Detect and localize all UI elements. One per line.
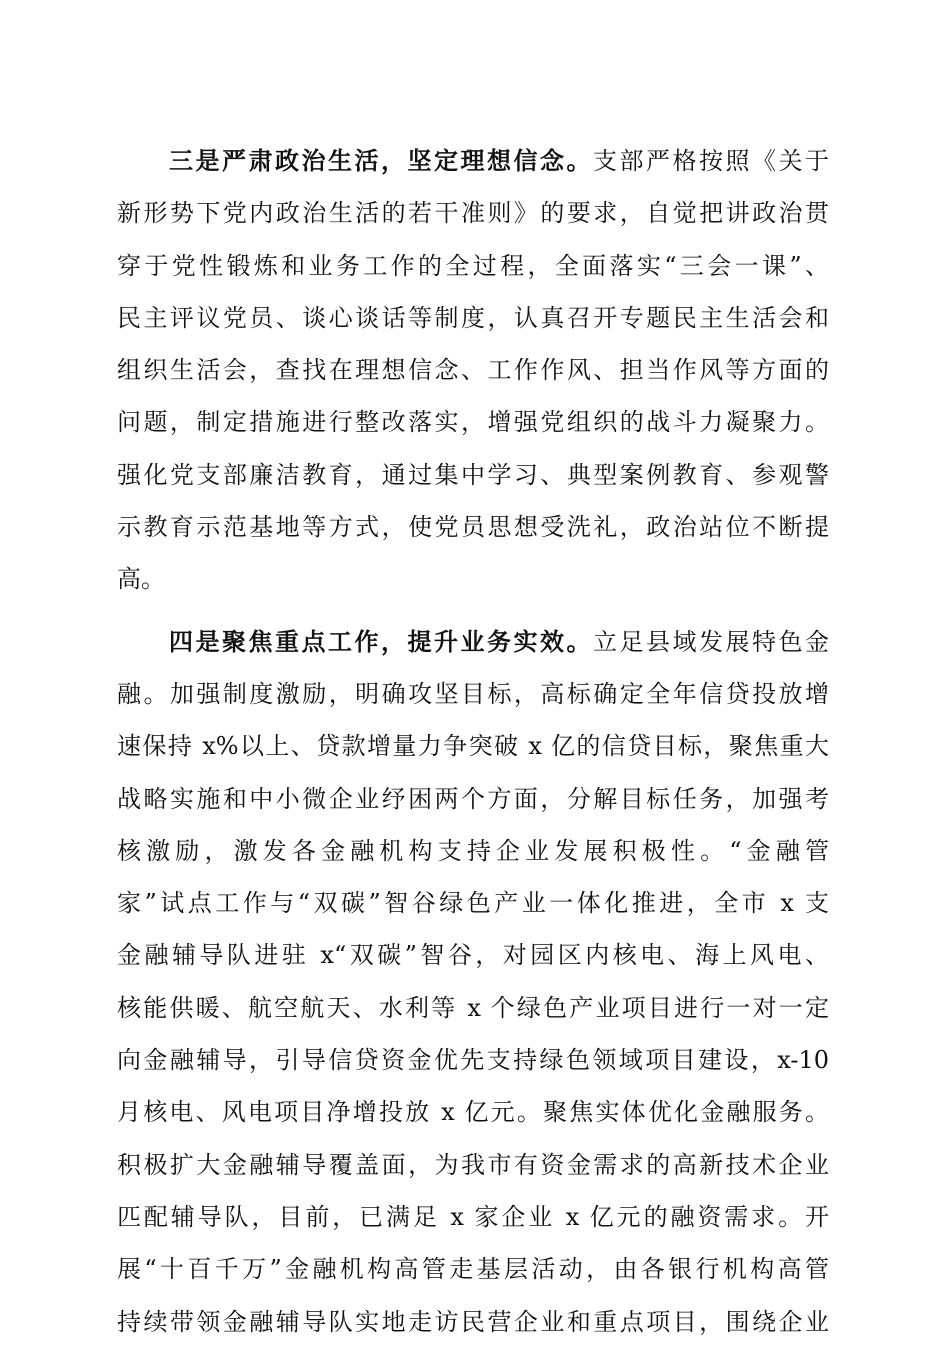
paragraph-line: 月核电、风电项目净增投放 x 亿元。聚焦实体优化金融服务。 bbox=[117, 1098, 829, 1127]
document-page bbox=[117, 135, 829, 1348]
paragraph-text: 立足县域发展特色金 bbox=[593, 627, 829, 656]
paragraph-line: 组织生活会，查找在理想信念、工作作风、担当作风等方面的 bbox=[117, 356, 829, 385]
paragraph-line: 战略实施和中小微企业纾困两个方面，分解目标任务，加强考 bbox=[117, 784, 829, 813]
paragraph-political-life bbox=[117, 135, 829, 606]
paragraph-line: 向金融辅导，引导信贷资金优先支持绿色领域项目建设，x-10 bbox=[117, 1046, 829, 1075]
paragraph-lead-heading: 四是聚焦重点工作，提升业务实效。 bbox=[169, 626, 593, 656]
paragraph-line bbox=[117, 135, 829, 187]
paragraph-line: 核能供暖、航空航天、水利等 x 个绿色产业项目进行一对一定 bbox=[117, 993, 829, 1022]
paragraph-line: 问题，制定措施进行整改落实，增强党组织的战斗力凝聚力。 bbox=[117, 408, 829, 437]
paragraph-line: 民主评议党员、谈心谈话等制度，认真召开专题民主生活会和 bbox=[117, 303, 829, 332]
paragraph-line: 示教育示范基地等方式，使党员思想受洗礼，政治站位不断提 bbox=[117, 513, 829, 542]
paragraph-line: 核激励，激发各金融机构支持企业发展积极性。“金融管 bbox=[117, 836, 829, 865]
paragraph-line: 新形势下党内政治生活的若干准则》的要求，自觉把讲政治贯 bbox=[117, 199, 829, 228]
paragraph-line bbox=[117, 616, 829, 668]
paragraph-line: 高。 bbox=[117, 565, 165, 594]
paragraph-line: 展“十百千万”金融机构高管走基层活动，由各银行机构高管 bbox=[117, 1255, 829, 1284]
paragraph-line: 金融辅导队进驻 x“双碳”智谷，对园区内核电、海上风电、 bbox=[117, 941, 829, 970]
paragraph-line: 强化党支部廉洁教育，通过集中学习、典型案例教育、参观警 bbox=[117, 460, 829, 489]
paragraph-line: 融。加强制度激励，明确攻坚目标，高标确定全年信贷投放增 bbox=[117, 679, 829, 708]
paragraph-gap bbox=[117, 606, 829, 616]
paragraph-line: 穿于党性锻炼和业务工作的全过程，全面落实“三会一课”、 bbox=[117, 251, 829, 280]
paragraph-key-work bbox=[117, 616, 829, 1348]
paragraph-line: 家”试点工作与“双碳”智谷绿色产业一体化推进，全市 x 支 bbox=[117, 889, 829, 918]
paragraph-text: 支部严格按照《关于 bbox=[593, 147, 829, 175]
paragraph-line: 速保持 x%以上、贷款增量力争突破 x 亿的信贷目标，聚焦重大 bbox=[117, 732, 829, 761]
paragraph-line: 持续带领金融辅导队实地走访民营企业和重点项目，围绕企业 bbox=[117, 1307, 829, 1336]
paragraph-line: 匹配辅导队，目前，已满足 x 家企业 x 亿元的融资需求。开 bbox=[117, 1202, 829, 1231]
paragraph-lead-heading: 三是严肃政治生活，坚定理想信念。 bbox=[169, 146, 593, 175]
paragraph-line: 积极扩大金融辅导覆盖面，为我市有资金需求的高新技术企业 bbox=[117, 1150, 829, 1179]
